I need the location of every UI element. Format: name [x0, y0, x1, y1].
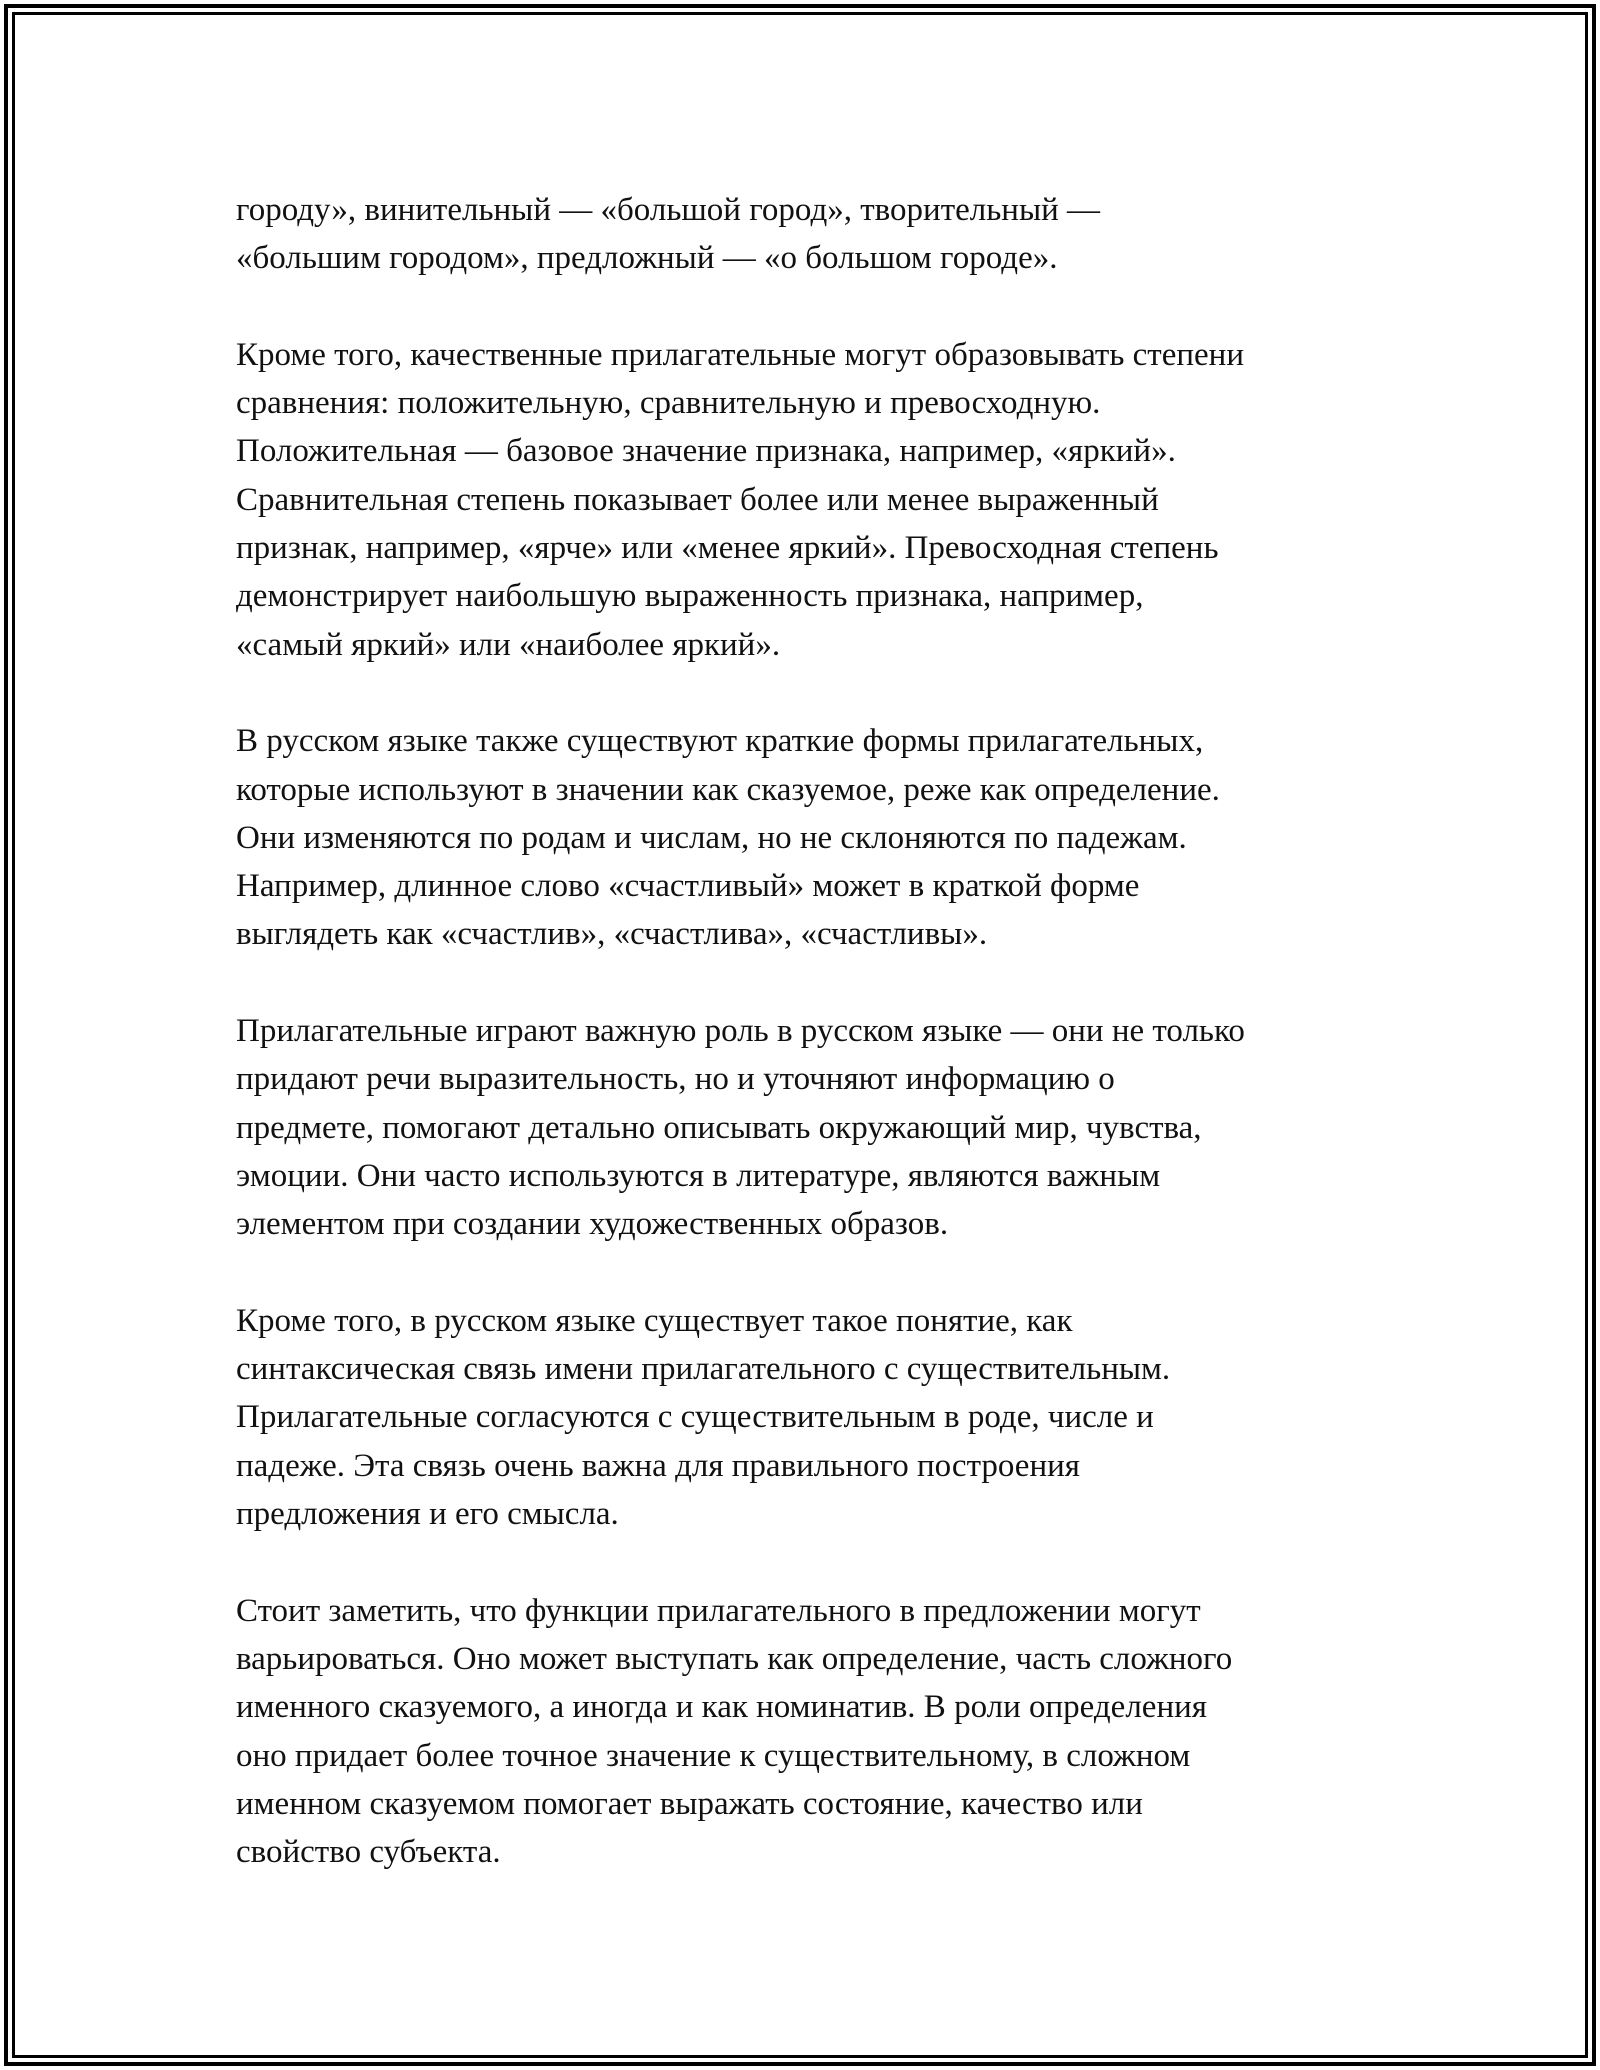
- text-line: «самый яркий» или «наиболее яркий».: [236, 626, 781, 663]
- text-line: Кроме того, в русском языке существует такое понятие, как: [236, 1302, 1073, 1339]
- text-line: синтаксическая связь имени прилагательного с существительным.: [236, 1351, 1171, 1388]
- text-line: Они изменяются по родам и числам, но не склоняются по падежам.: [236, 819, 1187, 856]
- text-line: предложения и его смысла.: [236, 1496, 619, 1533]
- text-line: предмете, помогают детально описывать окружающий мир, чувства,: [236, 1109, 1202, 1146]
- paragraph-6: [236, 1587, 1416, 1877]
- text-line: эмоции. Они часто используются в литературе, являются важным: [236, 1157, 1161, 1194]
- text-line: падеже. Эта связь очень важна для правильного построения: [236, 1447, 1080, 1484]
- paragraph-3: [236, 717, 1416, 958]
- text-line: Стоит заметить, что функции прилагательного в предложении могут: [236, 1592, 1201, 1629]
- text-line: «большим городом», предложный — «о большом городе».: [236, 240, 1058, 277]
- text-line: свойство субъекта.: [236, 1834, 501, 1871]
- text-line: Прилагательные играют важную роль в русском языке — они не только: [236, 1013, 1245, 1050]
- text-line: Положительная — базовое значение признака, например, «яркий».: [236, 433, 1176, 470]
- text-line: В русском языке также существуют краткие формы прилагательных,: [236, 723, 1204, 760]
- text-line: демонстрирует наибольшую выраженность признака, например,: [236, 578, 1144, 615]
- text-line: Кроме того, качественные прилагательные могут образовывать степени: [236, 336, 1244, 373]
- paragraph-2: [236, 331, 1416, 669]
- document-body: [236, 186, 1416, 1925]
- text-line: элементом при создании художественных образов.: [236, 1206, 949, 1243]
- text-line: оно придает более точное значение к существительному, в сложном: [236, 1737, 1191, 1774]
- text-line: варьироваться. Оно может выступать как определение, часть сложного: [236, 1640, 1233, 1677]
- text-line: признак, например, «ярче» или «менее яркий». Превосходная степень: [236, 530, 1219, 567]
- text-line: Прилагательные согласуются с существительным в роде, числе и: [236, 1399, 1154, 1436]
- paragraph-4: [236, 1007, 1416, 1248]
- text-line: которые используют в значении как сказуемое, реже как определение.: [236, 771, 1220, 808]
- text-line: городу», винительный — «большой город», творительный —: [236, 192, 1101, 228]
- paragraph-5: [236, 1297, 1416, 1538]
- text-line: сравнения: положительную, сравнительную и превосходную.: [236, 385, 1101, 422]
- text-line: выглядеть как «счастлив», «счастлива», «счастливы».: [236, 916, 988, 953]
- text-line: придают речи выразительность, но и уточняют информацию о: [236, 1061, 1115, 1098]
- text-line: Сравнительная степень показывает более или менее выраженный: [236, 481, 1159, 518]
- text-line: именного сказуемого, а иногда и как номинатив. В роли определения: [236, 1689, 1207, 1726]
- text-line: Например, длинное слово «счастливый» может в краткой форме: [236, 868, 1140, 905]
- text-line: именном сказуемом помогает выражать состояние, качество или: [236, 1785, 1143, 1822]
- paragraph-1: [236, 186, 1416, 283]
